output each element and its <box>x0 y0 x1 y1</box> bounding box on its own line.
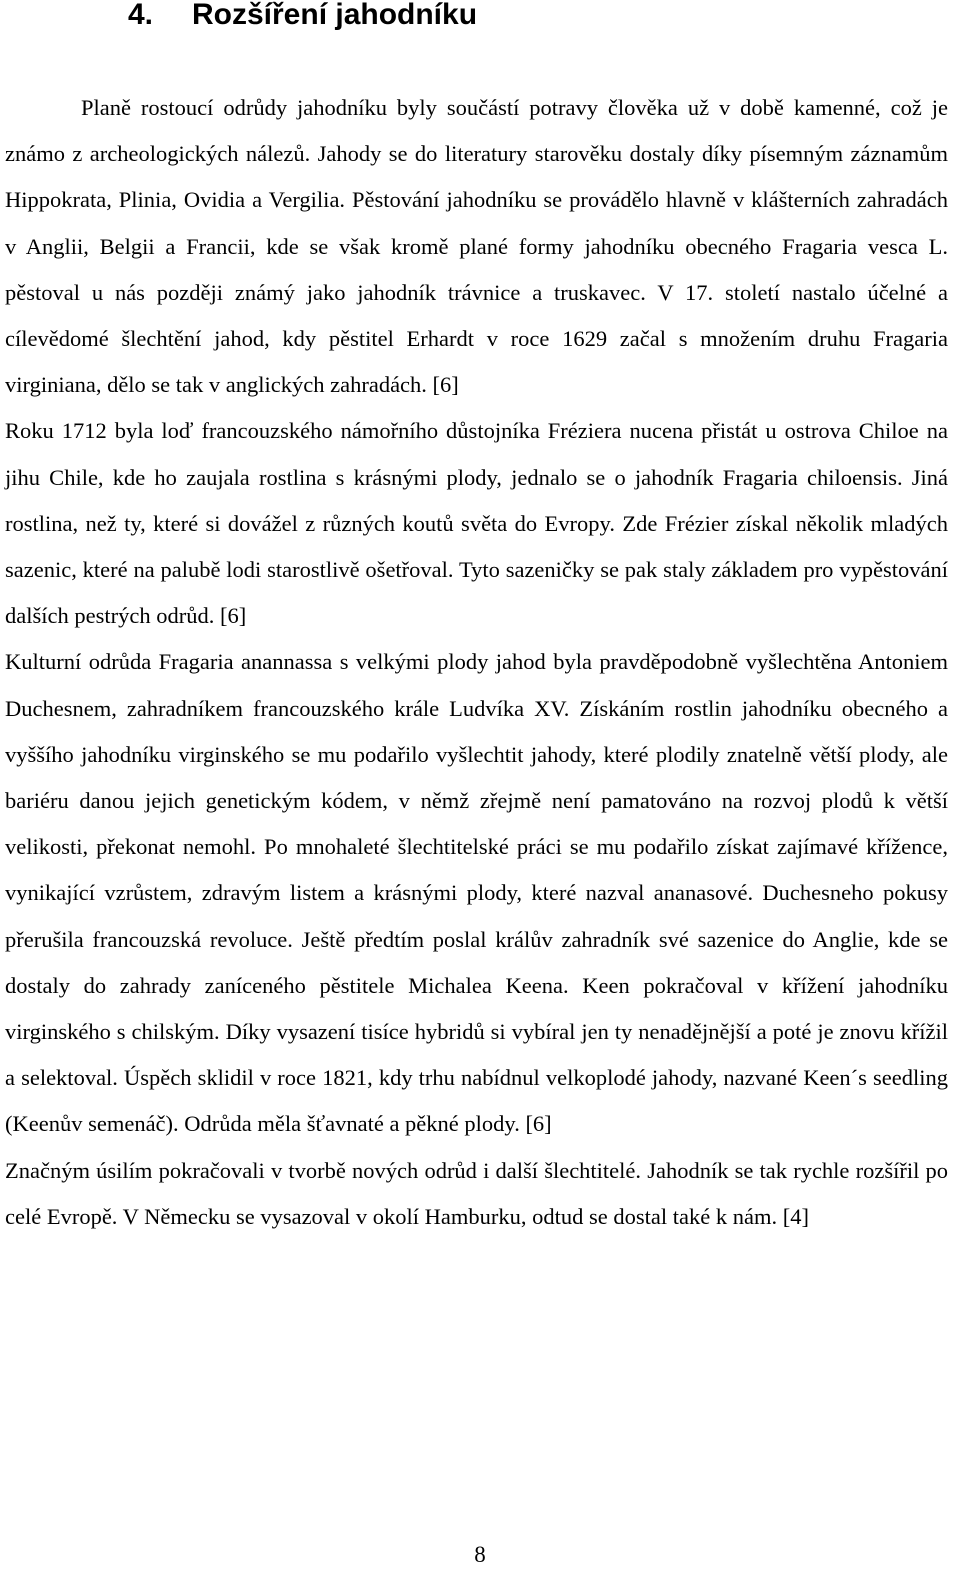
chapter-number: 4. <box>128 0 154 31</box>
paragraph-3: Kulturní odrůda Fragaria anannassa s velkými plody jahod byla pravděpodobně vyšlechtěna Antoniem Duchesnem, zahradníkem francouzského krále Ludvíka XV. Získáním rostlin jahodníku obecného a vyššího jahodníku virginského se mu podařilo vyšlechtit jahody, které plodily znatelně větší plody, ale bariéru danou jejich genetickým kódem, v němž zřejmě není pamatováno na rozvoj plodů k větší velikosti, překonat nemohl. Po mnohaleté šlechtitelské práci se mu podařilo získat zajímavé křížence, vynikající vzrůstem, zdravým listem a krásnými plody, které nazval ananasové. Duchesneho pokusy přerušila francouzská revoluce. Ještě předtím poslal králův zahradník své sazenice do Anglie, kde se dostaly do zahrady zaníceného pěstitele Michalea Keena. Keen pokračoval v křížení jahodníku virginského s chilským. Díky vysazení tisíce hybridů si vybíral jen ty nenadějnější a poté je znovu křížil a selektoval. Úspěch sklidil v roce 1821, kdy trhu nabídnul velkoplodé jahody, nazvané Keen´s seedling (Keenův semenáč). Odrůda měla šťavnaté a pěkné plody. [6] <box>5 649 948 1137</box>
paragraph-2: Roku 1712 byla loď francouzského námořního důstojníka Fréziera nucena přistát u ostrova Chiloe na jihu Chile, kde ho zaujala rostlina s krásnými plody, jednalo se o jahodník Fragaria chiloensis. Jiná rostlina, než ty, které si dovážel z různých koutů světa do Evropy. Zde Frézier získal několik mladých sazenic, které na palubě lodi starostlivě ošetřoval. Tyto sazeničky se pak staly základem pro vypěstování dalších pestrých odrůd. [6] <box>5 418 948 629</box>
page-number: 8 <box>474 1542 486 1567</box>
chapter-title: Rozšíření jahodníku <box>192 0 478 31</box>
body-text <box>5 85 948 1240</box>
paragraph-1: Planě rostoucí odrůdy jahodníku byly součástí potravy člověka už v době kamenné, což je známo z archeologických nálezů. Jahody se do literatury starověku dostaly díky písemným záznamům Hippokrata, Plinia, Ovidia a Vergilia. Pěstování jahodníku se provádělo hlavně v klášterních zahradách v Anglii, Belgii a Francii, kde se však kromě plané formy jahodníku obecného Fragaria vesca L. pěstoval u nás později známý jako jahodník trávnice a truskavec. V 17. století nastalo účelné a cílevědomé šlechtění jahod, kdy pěstitel Erhardt v roce 1629 začal s množením druhu Fragaria virginiana, dělo se tak v anglických zahradách. [6] <box>5 95 948 398</box>
chapter-heading <box>0 0 960 40</box>
paragraph-4: Značným úsilím pokračovali v tvorbě nových odrůd i další šlechtitelé. Jahodník se tak rychle rozšířil po celé Evropě. V Německu se vysazoval v okolí Hamburku, odtud se dostal také k nám. [4] <box>5 1157 948 1229</box>
